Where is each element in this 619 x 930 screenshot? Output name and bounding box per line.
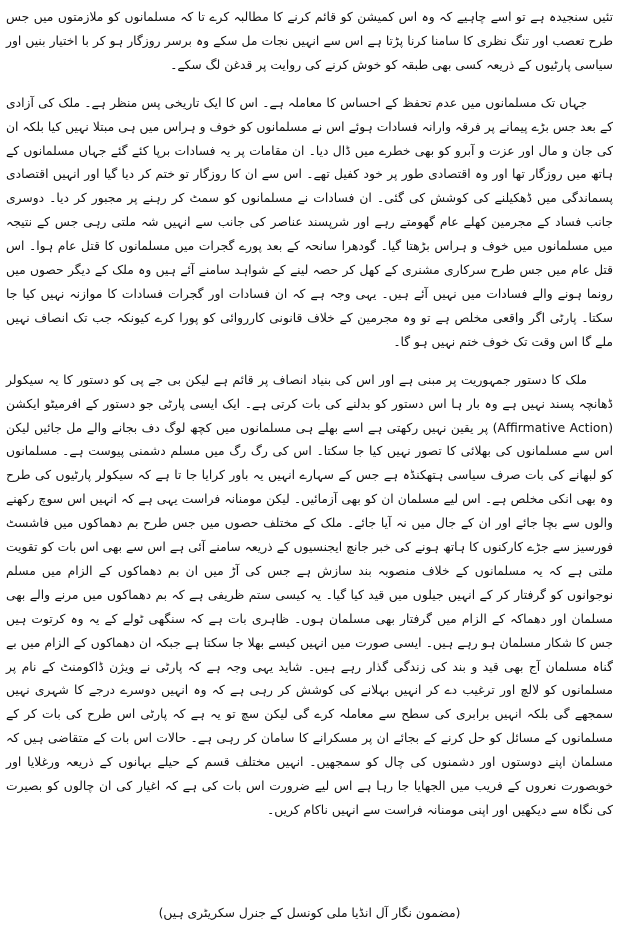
article-paragraph-1: تئیں سنجیدہ ہے تو اسے چاہیے کہ وہ اس کمیشن کو قائم کرنے کا مطالبہ کرے تا کہ مسلمانوں کو ملازمتوں میں جس طرح تعصب اور تنگ نظری کا سامنا کرنا پڑتا ہے اس سے انہیں نجات مل سکے وہ برسر روزگار ہو کر با اختیار بنیں اور سیاسی پارٹیوں کے ذریعہ کسی بھی طبقہ کو خوش کرنے کی روایت پر قدغن لگ سکے۔ xyxy=(6,10,613,72)
author-byline: (مضمون نگار آل انڈیا ملی کونسل کے جنرل سکریٹری ہیں) xyxy=(158,906,461,920)
article-paragraph-2: جہاں تک مسلمانوں میں عدم تحفظ کے احساس کا معاملہ ہے۔ اس کا ایک تاریخی پس منظر ہے۔ ملک کی آزادی کے بعد جس بڑے پیمانے پر فرقہ وارانہ فسادات ہوئے اس نے مسلمانوں کو خوف و ہراس میں ہی مبتلا نہیں کیا بلکہ ان کی جان و مال اور عزت و آبرو کو بھی خطرے میں ڈال دیا۔ ان مقامات پر یہ فسادات برپا کئے گئے جہاں مسلمانوں کے ہاتھ میں روزگار تھا اور وہ اقتصادی طور پر خود کفیل تھے۔ اس سے ان کا روزگار تو ختم کر دیا گیا اور انہیں اقتصادی پسماندگی میں ڈھکیلنے کی کوشش کی گئی۔ ان فسادات نے مسلمانوں کو سمٹ کر رہنے پر مجبور کر دیا۔ دوسری جانب فساد کے مجرمین کھلے عام گھومتے رہے اور شرپسند عناصر کی جانب سے انہیں شہ ملتی رہی جس کے نتیجہ میں مسلمانوں میں خوف و ہراس بڑھتا گیا۔ گودھرا سانحہ کے بعد پورے گجرات میں مسلمانوں کا قتل عام ہوا۔ اس قتل عام میں جس طرح سرکاری مشنری کے کھل کر حصہ لینے کے شواہد سامنے آئے ہیں وہ ملک کے دیگر حصوں میں رونما ہونے والے فسادات میں نہیں آئے ہیں۔ یہی وجہ ہے کہ ان فسادات اور گجرات فسادات کا موازنہ نہیں کیا جا سکتا۔ پارٹی اگر واقعی مخلص ہے تو وہ مجرمین کے خلاف قانونی کارروائی کو پورا کرے کیونکہ جب تک انصاف نہیں ملے گا اس وقت تک خوف ختم نہیں ہو گا۔ xyxy=(6,95,613,349)
article-paragraph-3: ملک کا دستور جمہوریت پر مبنی ہے اور اس کی بنیاد انصاف پر قائم ہے لیکن بی جے پی کو دستور کا یہ سیکولر ڈھانچہ پسند نہیں ہے وہ بار ہا اس دستور کو بدلنے کی بات کرتی ہے۔ ایک ایسی پارٹی جو دستور کے افرمیٹو ایکشن (Affirmative Action) پر یقین نہیں رکھتی ہے اسے بھلے ہی مسلمانوں میں کچھ لوگ دف بجانے والے مل جائیں لیکن اس سے مسلمانوں کی بھلائی کا تصور نہیں کیا جا سکتا۔ اس کی رگ رگ میں مسلم دشمنی پیوست ہے۔ مسلمانوں کو لبھانے کی بات صرف سیاسی ہتھکنڈہ ہے جس کے سہارے انہیں یہ باور کرایا جا تا ہے کہ سیکولر پارٹیوں کی طرح وہ بھی انکی مخلص ہے۔ اس لیے مسلمان ان کو بھی آزمائیں۔ لیکن مومنانہ فراست یہی ہے کہ انہیں اس سوچ رکھنے والوں سے بچا جائے اور ان کے جال میں نہ آیا جائے۔ ملک کے مختلف حصوں میں جس طرح بم دھماکوں میں فاشسٹ فورسیز سے جڑے کارکنوں کا ہاتھ ہونے کی خبر جانچ ایجنسیوں کے ذریعہ سامنے آئی ہے اس سے بھی اس بات کو تقویت ملتی ہے کہ یہ مسلمانوں کے خلاف منصوبہ بند سازش ہے جس کی آڑ میں ان بم دھماکوں کے الزام میں مسلم نوجوانوں کو گرفتار کر کے انہیں جیلوں میں قید کیا گیا۔ یہ کیسی ستم ظریفی ہے کہ بم دھماکوں میں مرنے والے بھی مسلمان اور دھماکہ کے الزام میں گرفتار بھی مسلمان ہوں۔ ظاہری بات ہے کہ سنگھی ٹولے کے یہ وہ کرتوت ہیں جس کا شکار مسلمان ہو رہے ہیں۔ ایسی صورت میں انہیں کیسے بھلا جا سکتا ہے جبکہ ان دھماکوں کے الزام میں بے گناہ مسلمان آج بھی قید و بند کی زندگی گذار رہے ہیں۔ شاید یہی وجہ ہے کہ پارٹی نے ویژن ڈاکومنٹ کے نام پر مسلمانوں کو لالچ اور ترغیب دے کر انہیں بہلانے کی کوشش کر رہی ہے کہ وہ انہیں دوسرے درجے کا شہری نہیں سمجھے گی بلکہ انہیں برابری کی سطح سے معاملہ کرے گی لیکن سچ تو یہ ہے کہ پارٹی اس طرح کی بات کر کے مسلمانوں کے مسائل کو حل کرنے کے بجائے ان پر مسکرانے کا سامان کر رہی ہے۔ حالات اس بات کے متقاضی ہیں کہ مسلمان اپنے دوستوں اور دشمنوں کی چال کو سمجھیں۔ انہیں مختلف قسم کے حیلے بہانوں کے ذریعہ ورغلایا اور خوبصورت نعروں کے فریب میں الجھایا جا رہا ہے اس لیے ضرورت اس بات کی ہے کہ اغیار کی ان چالوں کو بصیرت کی نگاہ سے دیکھیں اور اپنی مومنانہ فراست سے انہیں ناکام کریں۔ xyxy=(6,372,614,817)
